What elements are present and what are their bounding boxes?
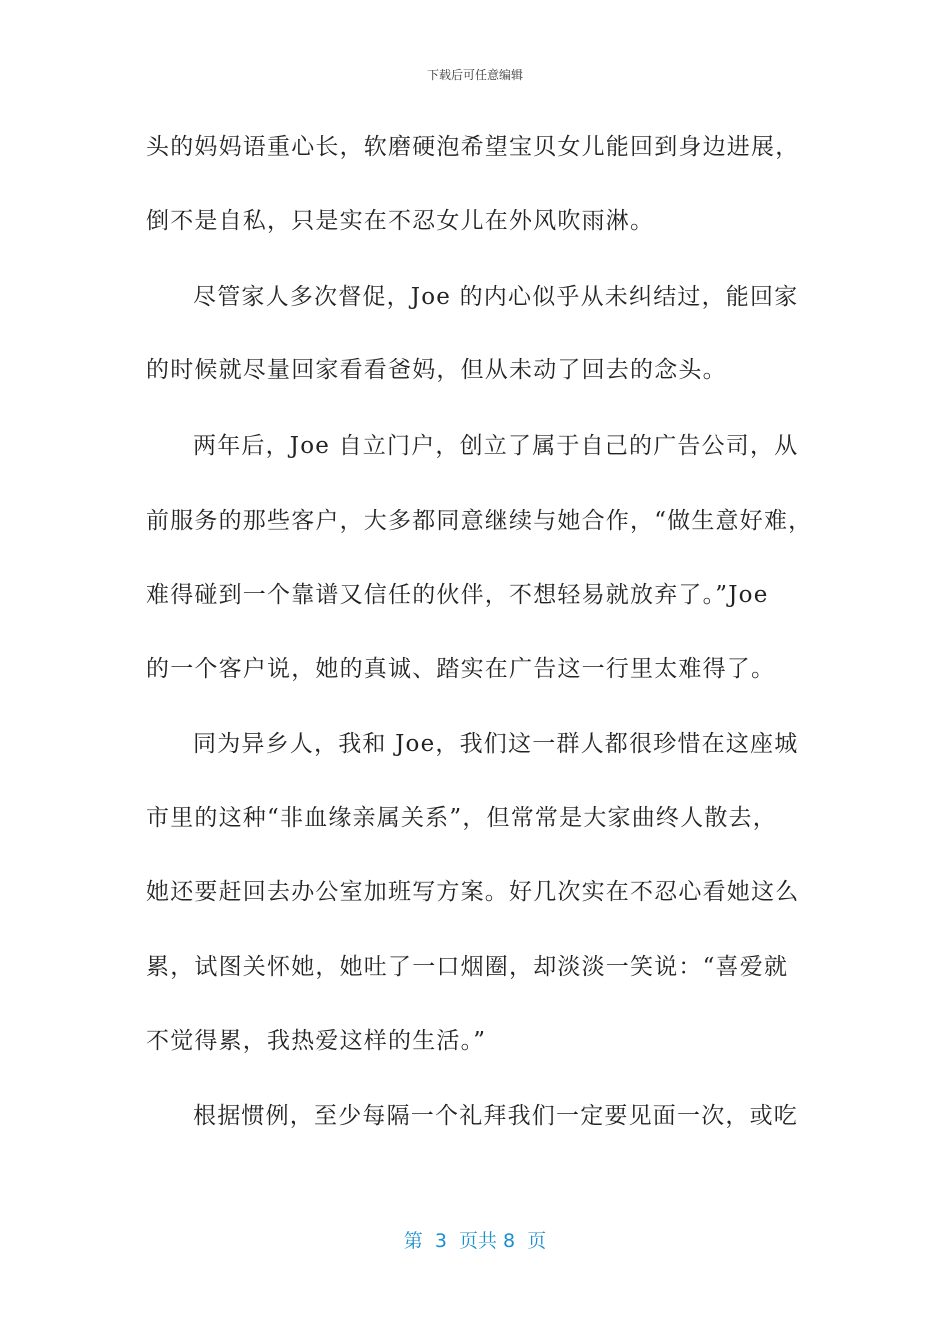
page-header: 下载后可任意编辑 [426, 68, 523, 82]
paragraph-first-line: 根据惯例，至少每隔一个礼拜我们一定要见面一次，或吃 [193, 1103, 798, 1129]
page-number-footer: 第 3 页共 8 页 [403, 1230, 547, 1252]
paragraph-first-line: 同为异乡人，我和 Joe，我们这一群人都很珍惜在这座城 [193, 731, 799, 757]
text-line: 的时候就尽量回家看看爸妈，但从未动了回去的念头。 [146, 357, 727, 383]
paragraph-first-line: 尽管家人多次督促，Joe 的内心似乎从未纠结过，能回家 [193, 284, 799, 310]
text-line: 头的妈妈语重心长，软磨硬泡希望宝贝女儿能回到身边进展， [146, 134, 800, 160]
paragraph-first-line: 两年后，Joe 自立门户，创立了属于自己的广告公司，从 [193, 433, 799, 459]
text-line: 她还要赶回去办公室加班写方案。好几次实在不忍心看她这么 [146, 879, 800, 905]
text-line: 不觉得累，我热爱这样的生活。” [146, 1028, 487, 1054]
text-line: 倒不是自私，只是实在不忍女儿在外风吹雨淋。 [146, 208, 655, 234]
text-line: 难得碰到一个靠谱又信任的伙伴，不想轻易就放弃了。”Joe [146, 582, 769, 608]
text-line: 的一个客户说，她的真诚、踏实在广告这一行里太难得了。 [146, 656, 776, 682]
text-line: 市里的这种“非血缘亲属关系”，但常常是大家曲终人散去， [146, 805, 777, 831]
text-line: 累，试图关怀她，她吐了一口烟圈，却淡淡一笑说：“喜爱就 [146, 954, 789, 980]
text-line: 前服务的那些客户，大多都同意继续与她合作，“做生意好难， [146, 508, 813, 534]
